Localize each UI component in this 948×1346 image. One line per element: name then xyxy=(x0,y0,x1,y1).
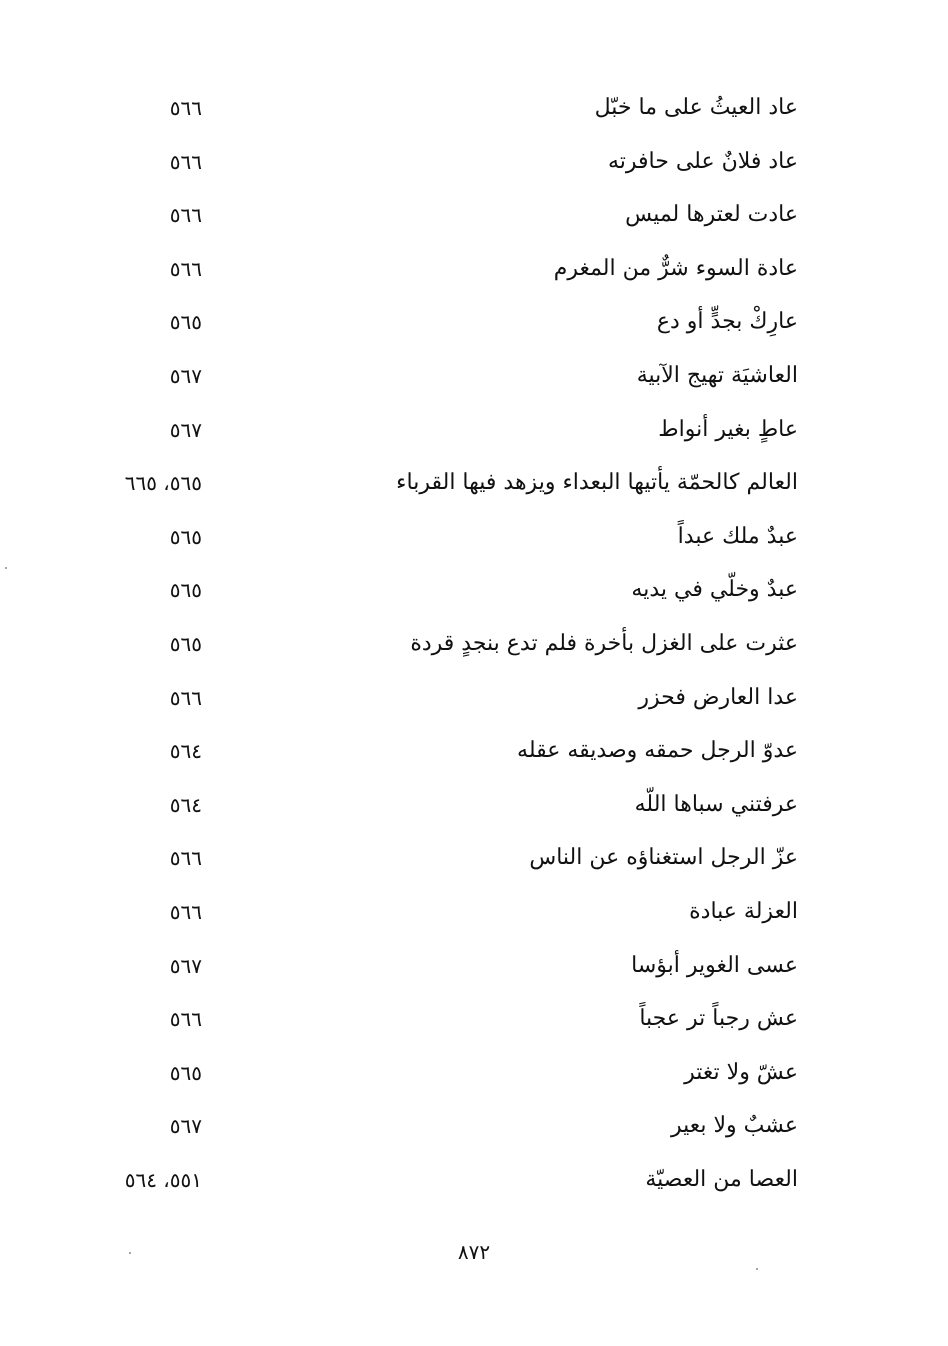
index-entry xyxy=(0,832,948,886)
index-entry xyxy=(0,564,948,618)
index-entry xyxy=(0,457,948,511)
entry-page-refs: ٥٦٦ xyxy=(169,256,202,281)
entry-phrase: عرفتني سباها اللّه xyxy=(634,791,798,817)
entry-phrase: عادة السوء شرٌّ من المغرم xyxy=(553,255,798,281)
entry-phrase: عسى الغوير أبؤسا xyxy=(631,952,798,978)
index-entry xyxy=(0,1047,948,1101)
scan-speck xyxy=(756,1268,758,1270)
entry-phrase: عاطٍ بغير أنواط xyxy=(658,416,798,442)
entry-phrase: عاد العيثُ على ما خبّل xyxy=(594,95,798,120)
proverb-index-list xyxy=(0,82,948,1207)
entry-page-refs: ٥٦٥ xyxy=(169,631,202,656)
entry-phrase: عثرت على الغزل بأخرة فلم تدع بنجدٍ قردة xyxy=(410,630,798,656)
entry-page-refs: ٥٦٦ xyxy=(169,1007,202,1032)
entry-phrase: عبدٌ ملك عبداً xyxy=(677,523,798,549)
index-entry xyxy=(0,511,948,565)
entry-phrase: عدوّ الرجل حمقه وصديقه عقله xyxy=(517,738,798,764)
entry-page-refs: ٥٦٧ xyxy=(169,953,202,978)
entry-page-refs: ٥٦٦ xyxy=(169,685,202,710)
entry-page-refs: ٥٦٦ xyxy=(169,846,202,871)
index-entry xyxy=(0,136,948,190)
index-entry xyxy=(0,189,948,243)
index-entry xyxy=(0,725,948,779)
index-entry xyxy=(0,886,948,940)
entry-phrase: عارِكْ بجدٍّ أو دع xyxy=(656,309,798,335)
index-entry xyxy=(0,993,948,1047)
entry-phrase: عش رجباً تر عجباً xyxy=(639,1006,798,1032)
index-entry xyxy=(0,1154,948,1208)
index-entry xyxy=(0,296,948,350)
entry-phrase: العالم كالحمّة يأتيها البعداء ويزهد فيها القرباء xyxy=(396,470,798,496)
entry-phrase: عزّ الرجل استغناؤه عن الناس xyxy=(529,845,798,871)
index-entry xyxy=(0,940,948,994)
entry-page-refs: ٥٦٦ xyxy=(169,96,202,120)
entry-phrase: العاشيَة تهيج الآبية xyxy=(636,362,798,388)
entry-phrase: عادت لعترها لميس xyxy=(625,202,798,228)
entry-page-refs: ٥٦٧ xyxy=(169,1114,202,1139)
entry-page-refs: ٥٥١، ٥٦٤ xyxy=(124,1167,202,1192)
entry-page-refs: ٥٦٤ xyxy=(169,739,202,764)
page-number: ٨٧٢ xyxy=(457,1240,491,1264)
entry-page-refs: ٥٦٦ xyxy=(169,203,202,228)
entry-page-refs: ٥٦٥ xyxy=(169,310,202,335)
index-entry xyxy=(0,618,948,672)
index-entry xyxy=(0,404,948,458)
entry-phrase: عبدٌ وخلّي في يديه xyxy=(631,577,798,603)
index-entry xyxy=(0,243,948,297)
index-entry xyxy=(0,82,948,136)
entry-phrase: عدا العارض فحزر xyxy=(638,684,798,710)
entry-phrase: العصا من العصيّة xyxy=(645,1166,798,1192)
entry-page-refs: ٥٦٧ xyxy=(169,363,202,388)
index-entry xyxy=(0,1100,948,1154)
index-entry xyxy=(0,672,948,726)
entry-page-refs: ٥٦٤ xyxy=(169,792,202,817)
entry-phrase: عشبٌ ولا بعير xyxy=(670,1113,798,1139)
index-entry xyxy=(0,350,948,404)
entry-phrase: عشّ ولا تغتر xyxy=(684,1059,798,1085)
scan-speck xyxy=(129,1252,131,1254)
entry-page-refs: ٥٦٥ xyxy=(169,524,202,549)
scan-speck xyxy=(5,567,7,569)
entry-page-refs: ٥٦٧ xyxy=(169,417,202,442)
index-entry xyxy=(0,779,948,833)
entry-page-refs: ٥٦٦ xyxy=(169,149,202,174)
entry-phrase: العزلة عبادة xyxy=(689,898,798,924)
entry-page-refs: ٥٦٦ xyxy=(169,899,202,924)
entry-phrase: عاد فلانٌ على حافرته xyxy=(607,148,798,174)
entry-page-refs: ٥٦٥ xyxy=(169,1060,202,1085)
entry-page-refs: ٥٦٥ xyxy=(169,578,202,603)
entry-page-refs: ٥٦٥، ٦٦٥ xyxy=(124,471,202,496)
